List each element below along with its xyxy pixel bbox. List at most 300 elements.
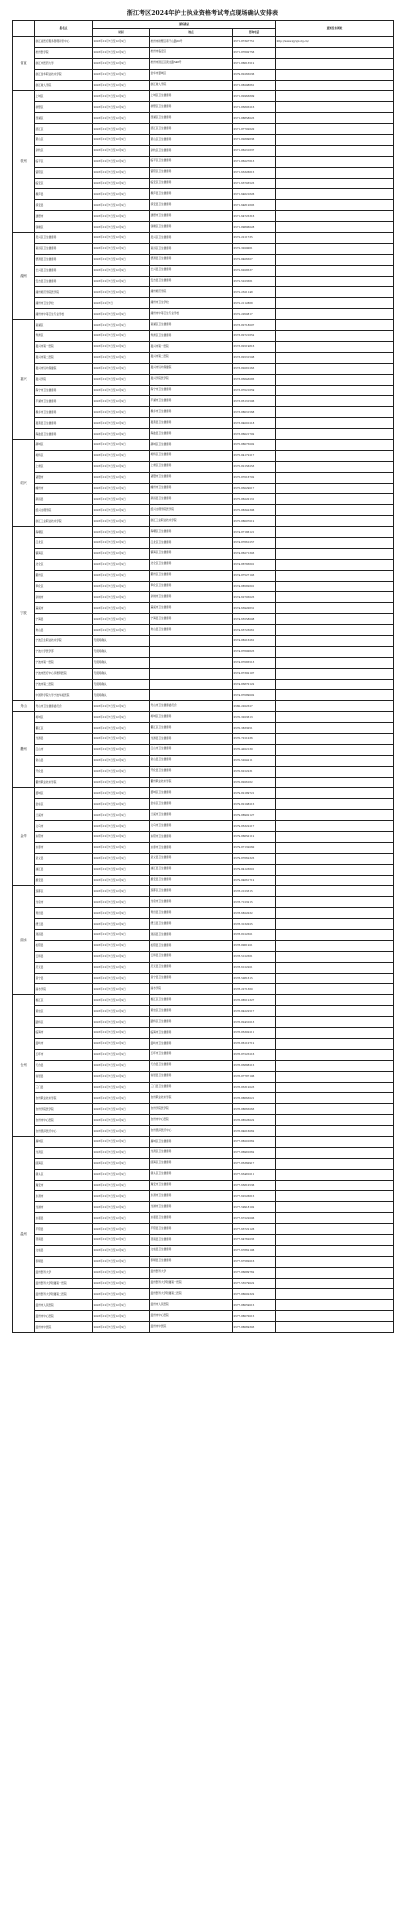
phone-cell: 0575-83029017 — [233, 483, 276, 494]
table-row — [13, 962, 394, 973]
location-cell: 东阳市卫生健康局 — [150, 832, 233, 843]
website-cell[interactable] — [276, 102, 394, 113]
center-cell: 西湖区 — [35, 113, 93, 124]
website-cell[interactable] — [276, 1278, 394, 1289]
header-location: 地点 — [150, 29, 233, 37]
table-row — [13, 548, 394, 559]
website-cell[interactable] — [276, 734, 394, 745]
location-cell: 永嘉县卫生健康局 — [150, 1213, 233, 1224]
website-cell[interactable] — [276, 298, 394, 309]
website-cell[interactable] — [276, 788, 394, 799]
location-cell: 玉环市卫生健康局 — [150, 1049, 233, 1060]
website-cell[interactable]: http://www.zjyxjl.org.cn/ — [276, 37, 394, 48]
website-cell[interactable] — [276, 908, 394, 919]
table-row — [13, 755, 394, 766]
phone-cell: 0578-5122561 — [233, 951, 276, 962]
table-row — [13, 1071, 394, 1082]
website-cell[interactable] — [276, 548, 394, 559]
website-cell[interactable] — [276, 113, 394, 124]
location-cell: 武义县卫生健康局 — [150, 853, 233, 864]
center-cell: 长兴县卫生健康局 — [35, 265, 93, 276]
time-cell: 2023年12月7日至12月9日 — [93, 1213, 150, 1224]
time-cell: 2023年12月7日至12月9日 — [93, 537, 150, 548]
center-cell: 上虞区 — [35, 461, 93, 472]
time-cell: 2023年12月7日至12月9日 — [93, 810, 150, 821]
phone-cell: 0575-88075002 — [233, 439, 276, 450]
website-cell[interactable] — [276, 505, 394, 516]
phone-cell: 0574-87085513 — [233, 657, 276, 668]
phone-cell: 0576-87787106 — [233, 1071, 276, 1082]
time-cell: 2023年12月7日至12月9日 — [93, 1038, 150, 1049]
website-cell[interactable] — [276, 1136, 394, 1147]
website-cell[interactable] — [276, 668, 394, 679]
location-cell: 吴兴区卫生健康局 — [150, 233, 233, 244]
time-cell: 2023年12月7日至12月9日 — [93, 407, 150, 418]
website-cell[interactable] — [276, 744, 394, 755]
website-cell[interactable] — [276, 1180, 394, 1191]
phone-cell: 0573-82721652 — [233, 331, 276, 342]
phone-cell: 0574-88582601 — [233, 581, 276, 592]
time-cell: 2023年12月7日至12月9日 — [93, 374, 150, 385]
center-cell: 浙江中医药大学 — [35, 58, 93, 69]
phone-cell: 0573-82718007 — [233, 320, 276, 331]
center-cell: 路桥区 — [35, 1017, 93, 1028]
header-time: 时间 — [93, 29, 150, 37]
table-row — [13, 592, 394, 603]
website-cell[interactable] — [276, 1267, 394, 1278]
time-cell: 2023年12月7日至12月9日 — [93, 341, 150, 352]
location-cell: 长兴县卫生健康局 — [150, 265, 233, 276]
phone-cell: 0577-59918102 — [233, 1202, 276, 1213]
phone-cell: 0574-87661257 — [233, 537, 276, 548]
phone-cell: 0576-83888215 — [233, 1060, 276, 1071]
center-cell: 嵊州市 — [35, 483, 93, 494]
table-row — [13, 254, 394, 265]
time-cell: 2023年12月7日至12月9日 — [93, 1234, 150, 1245]
website-cell[interactable] — [276, 951, 394, 962]
center-cell: 海宁市卫生健康局 — [35, 385, 93, 396]
table-row — [13, 472, 394, 483]
website-cell[interactable] — [276, 287, 394, 298]
time-cell: 2023年12月7日至12月9日 — [93, 886, 150, 897]
website-cell[interactable] — [276, 995, 394, 1006]
location-cell: 磐安县卫生健康局 — [150, 875, 233, 886]
center-cell: 北仑区 — [35, 559, 93, 570]
phone-cell: 0579-87132060 — [233, 842, 276, 853]
website-cell[interactable] — [276, 701, 394, 712]
website-cell[interactable] — [276, 91, 394, 102]
center-cell: 乐清市 — [35, 1191, 93, 1202]
website-cell[interactable] — [276, 309, 394, 320]
time-cell: 2023年12月7日至12月9日 — [93, 559, 150, 570]
location-cell: 北仑区卫生健康局 — [150, 559, 233, 570]
website-cell[interactable] — [276, 940, 394, 951]
city-cell: 衢州 — [13, 712, 35, 788]
table-row — [13, 58, 394, 69]
phone-cell: 0573-82531508 — [233, 352, 276, 363]
center-cell: 东阳市 — [35, 832, 93, 843]
website-cell[interactable] — [276, 537, 394, 548]
center-cell: 宁波市医疗中心李惠利医院 — [35, 668, 93, 679]
location-cell: 平阳县卫生健康局 — [150, 1224, 233, 1235]
phone-cell: 0574-83870122 — [233, 679, 276, 690]
phone-cell: 0579-82189721 — [233, 788, 276, 799]
table-row — [13, 91, 394, 102]
table-row — [13, 80, 394, 91]
website-cell[interactable] — [276, 1311, 394, 1322]
location-cell — [150, 657, 233, 668]
time-cell: 2023年12月7日至12月9日 — [93, 1202, 150, 1213]
website-cell[interactable] — [276, 897, 394, 908]
location-cell: 衢州职业技术学院 — [150, 777, 233, 788]
website-cell[interactable] — [276, 200, 394, 211]
time-cell: 2023年12月7日至12月9日 — [93, 483, 150, 494]
website-cell[interactable] — [276, 581, 394, 592]
website-cell[interactable] — [276, 222, 394, 233]
website-cell[interactable] — [276, 886, 394, 897]
website-cell[interactable] — [276, 973, 394, 984]
website-cell[interactable] — [276, 1093, 394, 1104]
website-cell[interactable] — [276, 429, 394, 440]
center-cell: 苍南县 — [35, 1234, 93, 1245]
city-cell: 宁波 — [13, 527, 35, 701]
website-cell[interactable] — [276, 1082, 394, 1093]
website-cell[interactable] — [276, 124, 394, 135]
website-cell[interactable] — [276, 832, 394, 843]
time-cell: 2023年12月7日至12月9日 — [93, 1245, 150, 1256]
website-cell[interactable] — [276, 145, 394, 156]
website-cell[interactable] — [276, 320, 394, 331]
website-cell[interactable] — [276, 984, 394, 995]
phone-cell: 0573-82519816 — [233, 341, 276, 352]
time-cell: 2023年12月7日至12月9日 — [93, 385, 150, 396]
phone-cell: 0577-63722126 — [233, 1224, 276, 1235]
website-cell[interactable] — [276, 439, 394, 450]
center-cell: 镇海区 — [35, 548, 93, 559]
website-cell[interactable] — [276, 385, 394, 396]
table-row — [13, 1289, 394, 1300]
table-row — [13, 973, 394, 984]
website-cell[interactable] — [276, 483, 394, 494]
website-cell[interactable] — [276, 875, 394, 886]
website-cell[interactable] — [276, 352, 394, 363]
website-cell[interactable] — [276, 178, 394, 189]
location-cell: 椒江区卫生健康局 — [150, 995, 233, 1006]
website-cell[interactable] — [276, 864, 394, 875]
location-cell: 嘉兴市第二医院 — [150, 352, 233, 363]
website-cell[interactable] — [276, 472, 394, 483]
website-cell[interactable] — [276, 527, 394, 538]
location-cell: 富阳区卫生健康局 — [150, 167, 233, 178]
location-cell: 嘉善县卫生健康局 — [150, 418, 233, 429]
header-center: 报名点 — [35, 21, 93, 37]
location-cell: 海宁市卫生健康局 — [150, 385, 233, 396]
location-cell: 鹿城区卫生健康局 — [150, 1136, 233, 1147]
website-cell[interactable] — [276, 80, 394, 91]
header-phone: 咨询电话 — [233, 29, 276, 37]
location-cell: 安吉县卫生健康局 — [150, 276, 233, 287]
time-cell: 2023年12月7日至12月9日 — [93, 701, 150, 712]
location-cell: 杭州市拱墅区莫干山路50号 — [150, 37, 233, 48]
location-cell: 景宁县卫生健康局 — [150, 973, 233, 984]
website-cell[interactable] — [276, 853, 394, 864]
time-cell: 2023年12月7日至12月9日 — [93, 1191, 150, 1202]
website-cell[interactable] — [276, 810, 394, 821]
phone-cell: 0570-8026162 — [233, 777, 276, 788]
center-cell: 椒江区 — [35, 995, 93, 1006]
website-cell[interactable] — [276, 407, 394, 418]
center-cell: 洞头区 — [35, 1169, 93, 1180]
website-cell[interactable] — [276, 1202, 394, 1213]
website-cell[interactable] — [276, 723, 394, 734]
website-cell[interactable] — [276, 1147, 394, 1158]
table-row — [13, 145, 394, 156]
website-cell[interactable] — [276, 1256, 394, 1267]
center-cell: 台州职业技术学院 — [35, 1093, 93, 1104]
website-cell[interactable] — [276, 341, 394, 352]
website-cell[interactable] — [276, 625, 394, 636]
website-cell[interactable] — [276, 1126, 394, 1137]
website-cell[interactable] — [276, 919, 394, 930]
location-cell: 诸暨市卫生健康局 — [150, 472, 233, 483]
website-cell[interactable] — [276, 69, 394, 80]
website-cell[interactable] — [276, 1300, 394, 1311]
phone-cell: 0578-3132025 — [233, 919, 276, 930]
table-row — [13, 156, 394, 167]
center-cell: 嘉兴市妇幼保健院 — [35, 363, 93, 374]
time-cell: 2023年12月7日至12月9日 — [93, 91, 150, 102]
table-row — [13, 439, 394, 450]
website-cell[interactable] — [276, 1006, 394, 1017]
phone-cell: 0570-5024211 — [233, 755, 276, 766]
phone-cell: 0571-82963809 — [233, 91, 276, 102]
center-cell: 淳安县 — [35, 200, 93, 211]
time-cell: 2023年12月7日至12月9日 — [93, 951, 150, 962]
website-cell[interactable] — [276, 679, 394, 690]
phone-cell: 0576-84016062 — [233, 1126, 276, 1137]
location-cell: 滨江区卫生健康局 — [150, 124, 233, 135]
phone-cell: 0572-6028537 — [233, 265, 276, 276]
table-row — [13, 1191, 394, 1202]
location-cell: 嘉兴学院医学院 — [150, 374, 233, 385]
phone-cell: 0570-6012231 — [233, 766, 276, 777]
phone-cell: 0571-87347751 — [233, 37, 276, 48]
website-cell[interactable] — [276, 930, 394, 941]
location-cell: 苍南县卫生健康局 — [150, 1234, 233, 1245]
website-cell[interactable] — [276, 461, 394, 472]
location-cell: 浙江工业职业技术学院 — [150, 516, 233, 527]
phone-cell: 0571-86227613 — [233, 156, 276, 167]
location-cell: 桐乡市卫生健康局 — [150, 407, 233, 418]
phone-cell: 0575-88342306 — [233, 505, 276, 516]
table-row — [13, 189, 394, 200]
location-cell: 余杭区卫生健康局 — [150, 145, 233, 156]
location-cell — [150, 635, 233, 646]
website-cell[interactable] — [276, 1322, 394, 1333]
website-cell[interactable] — [276, 842, 394, 853]
website-cell[interactable] — [276, 1213, 394, 1224]
location-cell: 杭州市滨江区滨文路548号 — [150, 58, 233, 69]
location-cell: 湖州市中等卫生专业学校 — [150, 309, 233, 320]
website-cell[interactable] — [276, 331, 394, 342]
location-cell: 婺城区卫生健康局 — [150, 788, 233, 799]
website-cell[interactable] — [276, 1071, 394, 1082]
website-cell[interactable] — [276, 1224, 394, 1235]
website-cell[interactable] — [276, 635, 394, 646]
time-cell: 2023年12月7日至12月9日 — [93, 222, 150, 233]
time-cell: 2023年12月7日至12月9日 — [93, 461, 150, 472]
city-cell: 湖州 — [13, 233, 35, 320]
website-cell[interactable] — [276, 396, 394, 407]
table-row — [13, 527, 394, 538]
phone-cell: 0577-88070015 — [233, 1311, 276, 1322]
phone-cell: 0576-88512327 — [233, 995, 276, 1006]
website-cell[interactable] — [276, 418, 394, 429]
center-cell: 瓯海区 — [35, 1158, 93, 1169]
center-cell: 玉环市 — [35, 1049, 93, 1060]
center-cell: 常山县 — [35, 755, 93, 766]
website-cell[interactable] — [276, 233, 394, 244]
website-cell[interactable] — [276, 799, 394, 810]
website-cell[interactable] — [276, 559, 394, 570]
website-cell[interactable] — [276, 614, 394, 625]
table-row — [13, 1115, 394, 1126]
location-cell: 仙居县卫生健康局 — [150, 1071, 233, 1082]
website-cell[interactable] — [276, 243, 394, 254]
website-cell[interactable] — [276, 450, 394, 461]
center-cell: 龙湾区 — [35, 1147, 93, 1158]
table-row — [13, 331, 394, 342]
time-cell: 2023年12月7日至12月9日 — [93, 331, 150, 342]
location-cell: 江山市卫生健康局 — [150, 744, 233, 755]
website-cell[interactable] — [276, 211, 394, 222]
center-cell: 临安区 — [35, 178, 93, 189]
center-cell: 瑞安市 — [35, 1180, 93, 1191]
phone-cell: 0573-83643085 — [233, 374, 276, 385]
center-cell: 湖州师范学院医学院 — [35, 287, 93, 298]
table-row — [13, 450, 394, 461]
website-cell[interactable] — [276, 374, 394, 385]
table-row — [13, 625, 394, 636]
website-cell[interactable] — [276, 1104, 394, 1115]
website-cell[interactable] — [276, 47, 394, 58]
website-cell[interactable] — [276, 1289, 394, 1300]
phone-cell: 0577-67862106 — [233, 1245, 276, 1256]
center-cell: 金东区 — [35, 799, 93, 810]
website-cell[interactable] — [276, 570, 394, 581]
website-cell[interactable] — [276, 777, 394, 788]
website-cell[interactable] — [276, 603, 394, 614]
time-cell: 2023年12月7日至12月9日 — [93, 984, 150, 995]
table-row — [13, 712, 394, 723]
website-cell[interactable] — [276, 712, 394, 723]
website-cell[interactable] — [276, 1169, 394, 1180]
website-cell[interactable] — [276, 276, 394, 287]
website-cell[interactable] — [276, 58, 394, 69]
location-cell: 上城区卫生健康局 — [150, 91, 233, 102]
table-row — [13, 418, 394, 429]
phone-cell: 0572-2321148 — [233, 287, 276, 298]
table-row — [13, 1006, 394, 1017]
website-cell[interactable] — [276, 1060, 394, 1071]
center-cell: 云和县 — [35, 951, 93, 962]
website-cell[interactable] — [276, 646, 394, 657]
website-cell[interactable] — [276, 1028, 394, 1039]
time-cell: 2023年12月7日至12月9日 — [93, 1060, 150, 1071]
location-cell: 温州市中医院 — [150, 1322, 233, 1333]
website-cell[interactable] — [276, 1234, 394, 1245]
location-cell: 温州医科大学附属第一医院 — [150, 1278, 233, 1289]
time-cell: 2023年12月7日至12月9日 — [93, 527, 150, 538]
center-cell: 南浔区卫生健康局 — [35, 243, 93, 254]
phone-cell: 0576-83312023 — [233, 1082, 276, 1093]
time-cell: 2023年12月7日至12月9日 — [93, 494, 150, 505]
phone-cell: 0577-88069303 — [233, 1322, 276, 1333]
phone-cell: 0578-8122501 — [233, 930, 276, 941]
time-cell: 2023年12月7日至12月9日 — [93, 995, 150, 1006]
website-cell[interactable] — [276, 690, 394, 701]
website-cell[interactable] — [276, 821, 394, 832]
time-cell: 2023年12月7日至12月9日 — [93, 1322, 150, 1333]
phone-cell: 0577-88002322 — [233, 1289, 276, 1300]
website-cell[interactable] — [276, 135, 394, 146]
table-row — [13, 309, 394, 320]
center-cell: 临海市 — [35, 1028, 93, 1039]
website-cell[interactable] — [276, 167, 394, 178]
website-cell[interactable] — [276, 156, 394, 167]
website-cell[interactable] — [276, 766, 394, 777]
website-cell[interactable] — [276, 1038, 394, 1049]
website-cell[interactable] — [276, 1017, 394, 1028]
location-cell — [150, 668, 233, 679]
website-cell[interactable] — [276, 363, 394, 374]
center-cell: 婺城区 — [35, 788, 93, 799]
website-cell[interactable] — [276, 592, 394, 603]
time-cell: 2023年12月7日至12月9日 — [93, 472, 150, 483]
website-cell[interactable] — [276, 189, 394, 200]
page-title: 浙江考区2024年护士执业资格考试考点现场确认安排表 — [126, 10, 279, 17]
center-cell: 嘉兴学院 — [35, 374, 93, 385]
time-cell: 无现场确认 — [93, 690, 150, 701]
website-cell[interactable] — [276, 1115, 394, 1126]
website-cell[interactable] — [276, 657, 394, 668]
phone-cell: 0576-84222517 — [233, 1006, 276, 1017]
center-cell: 温州市中心医院 — [35, 1311, 93, 1322]
website-cell[interactable] — [276, 516, 394, 527]
table-row — [13, 1126, 394, 1137]
time-cell: 2023年12月7日至12月9日 — [93, 625, 150, 636]
website-cell[interactable] — [276, 265, 394, 276]
table-row — [13, 233, 394, 244]
website-cell[interactable] — [276, 1245, 394, 1256]
location-cell: 临平区卫生健康局 — [150, 156, 233, 167]
location-cell: 台州恩泽医疗中心 — [150, 1126, 233, 1137]
website-cell[interactable] — [276, 494, 394, 505]
table-row — [13, 734, 394, 745]
table-row — [13, 222, 394, 233]
website-cell[interactable] — [276, 1049, 394, 1060]
table-row — [13, 690, 394, 701]
website-cell[interactable] — [276, 254, 394, 265]
website-cell[interactable] — [276, 1158, 394, 1169]
phone-cell: 0571-86231637 — [233, 145, 276, 156]
website-cell[interactable] — [276, 962, 394, 973]
website-cell[interactable] — [276, 1191, 394, 1202]
phone-cell: 0574-86271303 — [233, 548, 276, 559]
phone-cell: 0574-87527103 — [233, 570, 276, 581]
location-cell: 嵊州市卫生健康局 — [150, 483, 233, 494]
website-cell[interactable] — [276, 755, 394, 766]
